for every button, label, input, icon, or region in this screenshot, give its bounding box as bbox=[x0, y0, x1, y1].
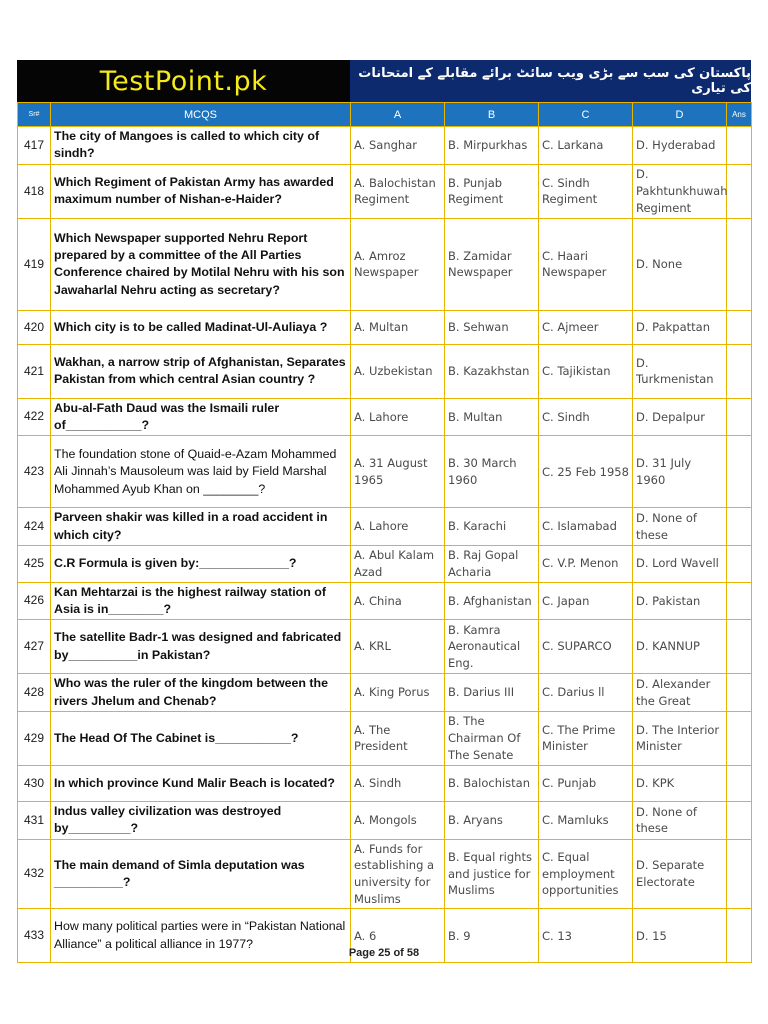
question-text: Abu-al-Fath Daud was the Ismaili ruler of___________? bbox=[51, 398, 351, 436]
option-c: C. The Prime Minister bbox=[539, 711, 633, 765]
answer-cell bbox=[727, 218, 752, 310]
question-text: The Head Of The Cabinet is___________? bbox=[51, 711, 351, 765]
option-a: A. The President bbox=[351, 711, 445, 765]
option-d: D. Hyderabad bbox=[633, 127, 727, 165]
option-c: C. Mamluks bbox=[539, 801, 633, 839]
option-d: D. Pakhtunkhuwah Regiment bbox=[633, 164, 727, 218]
option-c: C. Equal employment opportunities bbox=[539, 839, 633, 909]
option-d: D. None bbox=[633, 218, 727, 310]
table-row bbox=[18, 674, 752, 712]
question-number: 417 bbox=[18, 127, 51, 165]
option-d: D. KANNUP bbox=[633, 620, 727, 674]
answer-cell bbox=[727, 801, 752, 839]
answer-cell bbox=[727, 127, 752, 165]
question-number: 433 bbox=[18, 909, 51, 963]
table-row bbox=[18, 508, 752, 546]
table-row bbox=[18, 436, 752, 508]
option-c: C. Ajmeer bbox=[539, 310, 633, 344]
option-d: D. Depalpur bbox=[633, 398, 727, 436]
answer-cell bbox=[727, 582, 752, 620]
question-number: 418 bbox=[18, 164, 51, 218]
option-a: A. King Porus bbox=[351, 674, 445, 712]
option-b: B. Kamra Aeronautical Eng. bbox=[445, 620, 539, 674]
option-a: A. Uzbekistan bbox=[351, 344, 445, 398]
brand-name: TestPoint.pk bbox=[99, 65, 268, 97]
option-a: A. Funds for establishing a university for Muslims bbox=[351, 839, 445, 909]
option-b: B. 30 March 1960 bbox=[445, 436, 539, 508]
question-number: 426 bbox=[18, 582, 51, 620]
option-a: A. Balochistan Regiment bbox=[351, 164, 445, 218]
option-a: A. Mongols bbox=[351, 801, 445, 839]
question-text: Which Regiment of Pakistan Army has awarded maximum number of Nishan-e-Haider? bbox=[51, 164, 351, 218]
question-text: In which province Kund Malir Beach is located? bbox=[51, 765, 351, 801]
option-b: B. Darius III bbox=[445, 674, 539, 712]
table-row bbox=[18, 839, 752, 909]
table-row bbox=[18, 620, 752, 674]
column-header-b: B bbox=[445, 103, 539, 127]
option-b: B. Equal rights and justice for Muslims bbox=[445, 839, 539, 909]
question-text: The satellite Badr-1 was designed and fabricated by__________in Pakistan? bbox=[51, 620, 351, 674]
question-number: 421 bbox=[18, 344, 51, 398]
option-b: B. Afghanistan bbox=[445, 582, 539, 620]
answer-cell bbox=[727, 164, 752, 218]
question-number: 422 bbox=[18, 398, 51, 436]
answer-cell bbox=[727, 674, 752, 712]
option-c: C. Sindh Regiment bbox=[539, 164, 633, 218]
option-a: A. 31 August 1965 bbox=[351, 436, 445, 508]
table-row bbox=[18, 218, 752, 310]
option-b: B. Balochistan bbox=[445, 765, 539, 801]
option-d: D. Pakistan bbox=[633, 582, 727, 620]
brand-logo[interactable] bbox=[17, 60, 350, 102]
question-number: 419 bbox=[18, 218, 51, 310]
mcq-sheet bbox=[17, 60, 751, 963]
answer-cell bbox=[727, 765, 752, 801]
page-number: Page 25 of 58 bbox=[348, 947, 420, 959]
column-header-c: C bbox=[539, 103, 633, 127]
option-d: D. None of these bbox=[633, 801, 727, 839]
option-d: D. Lord Wavell bbox=[633, 546, 727, 582]
column-header-sr: Sr# bbox=[18, 103, 51, 127]
option-b: B. Multan bbox=[445, 398, 539, 436]
option-a: A. 6 bbox=[351, 909, 445, 963]
question-number: 430 bbox=[18, 765, 51, 801]
option-d: D. Turkmenistan bbox=[633, 344, 727, 398]
option-d: D. 15 bbox=[633, 909, 727, 963]
option-d: D. Separate Electorate bbox=[633, 839, 727, 909]
mcq-table bbox=[17, 102, 752, 963]
table-row bbox=[18, 344, 752, 398]
table-row bbox=[18, 582, 752, 620]
answer-cell bbox=[727, 620, 752, 674]
option-c: C. V.P. Menon bbox=[539, 546, 633, 582]
table-row bbox=[18, 398, 752, 436]
option-b: B. Zamidar Newspaper bbox=[445, 218, 539, 310]
option-c: C. Tajikistan bbox=[539, 344, 633, 398]
option-d: D. None of these bbox=[633, 508, 727, 546]
table-header-row bbox=[18, 103, 752, 127]
column-header-d: D bbox=[633, 103, 727, 127]
option-c: C. 25 Feb 1958 bbox=[539, 436, 633, 508]
option-c: C. Larkana bbox=[539, 127, 633, 165]
option-c: C. Darius ll bbox=[539, 674, 633, 712]
question-number: 429 bbox=[18, 711, 51, 765]
question-number: 427 bbox=[18, 620, 51, 674]
answer-cell bbox=[727, 344, 752, 398]
column-header-a: A bbox=[351, 103, 445, 127]
option-c: C. 13 bbox=[539, 909, 633, 963]
option-d: D. Alexander the Great bbox=[633, 674, 727, 712]
table-row bbox=[18, 127, 752, 165]
question-text: The city of Mangoes is called to which city of sindh? bbox=[51, 127, 351, 165]
table-row bbox=[18, 765, 752, 801]
table-row bbox=[18, 164, 752, 218]
option-b: B. Sehwan bbox=[445, 310, 539, 344]
question-number: 425 bbox=[18, 546, 51, 582]
option-a: A. Abul Kalam Azad bbox=[351, 546, 445, 582]
question-text: The main demand of Simla deputation was __________? bbox=[51, 839, 351, 909]
answer-cell bbox=[727, 398, 752, 436]
question-text: C.R Formula is given by:_____________? bbox=[51, 546, 351, 582]
option-b: B. The Chairman Of The Senate bbox=[445, 711, 539, 765]
question-number: 424 bbox=[18, 508, 51, 546]
option-a: A. China bbox=[351, 582, 445, 620]
option-d: D. The Interior Minister bbox=[633, 711, 727, 765]
option-a: A. KRL bbox=[351, 620, 445, 674]
question-text: Wakhan, a narrow strip of Afghanistan, Separates Pakistan from which central Asian country ? bbox=[51, 344, 351, 398]
question-text: Indus valley civilization was destroyed by_________? bbox=[51, 801, 351, 839]
column-header-mcqs: MCQS bbox=[51, 103, 351, 127]
option-b: B. Kazakhstan bbox=[445, 344, 539, 398]
question-number: 428 bbox=[18, 674, 51, 712]
option-a: A. Lahore bbox=[351, 398, 445, 436]
option-b: B. Punjab Regiment bbox=[445, 164, 539, 218]
question-text: Kan Mehtarzai is the highest railway station of Asia is in________? bbox=[51, 582, 351, 620]
option-c: C. Sindh bbox=[539, 398, 633, 436]
question-text: The foundation stone of Quaid-e-Azam Mohammed Ali Jinnah’s Mausoleum was laid by Field Marshal Mohammed Ayub Khan on ________? bbox=[51, 436, 351, 508]
option-d: D. 31 July 1960 bbox=[633, 436, 727, 508]
question-text: How many political parties were in “Pakistan National Alliance” a political alliance in 1977? bbox=[51, 909, 351, 963]
banner bbox=[17, 60, 751, 102]
question-text: Which city is to be called Madinat-Ul-Auliaya ? bbox=[51, 310, 351, 344]
table-row bbox=[18, 711, 752, 765]
option-a: A. Sanghar bbox=[351, 127, 445, 165]
option-a: A. Multan bbox=[351, 310, 445, 344]
option-a: A. Lahore bbox=[351, 508, 445, 546]
question-number: 423 bbox=[18, 436, 51, 508]
option-d: D. Pakpattan bbox=[633, 310, 727, 344]
option-b: B. Mirpurkhas bbox=[445, 127, 539, 165]
option-c: C. Islamabad bbox=[539, 508, 633, 546]
option-b: B. Aryans bbox=[445, 801, 539, 839]
question-text: Which Newspaper supported Nehru Report prepared by a committee of the All Parties Conference chaired by Motilal Nehru with his son Jawaharlal Nehru acting as secretary? bbox=[51, 218, 351, 310]
urdu-tagline: پاکستان کی سب سے بڑی ویب سائٹ برائے مقابلے کے امتحانات کی تیاری bbox=[350, 60, 751, 102]
answer-cell bbox=[727, 508, 752, 546]
mcq-table-body bbox=[18, 127, 752, 963]
option-c: C. Punjab bbox=[539, 765, 633, 801]
answer-cell bbox=[727, 546, 752, 582]
column-header-ans: Ans bbox=[727, 103, 752, 127]
option-b: B. 9 bbox=[445, 909, 539, 963]
option-c: C. Japan bbox=[539, 582, 633, 620]
answer-cell bbox=[727, 711, 752, 765]
question-number: 431 bbox=[18, 801, 51, 839]
question-text: Parveen shakir was killed in a road accident in which city? bbox=[51, 508, 351, 546]
question-number: 420 bbox=[18, 310, 51, 344]
option-d: D. KPK bbox=[633, 765, 727, 801]
question-text: Who was the ruler of the kingdom between the rivers Jhelum and Chenab? bbox=[51, 674, 351, 712]
option-c: C. SUPARCO bbox=[539, 620, 633, 674]
option-a: A. Amroz Newspaper bbox=[351, 218, 445, 310]
answer-cell bbox=[727, 310, 752, 344]
table-row bbox=[18, 801, 752, 839]
option-b: B. Karachi bbox=[445, 508, 539, 546]
option-b: B. Raj Gopal Acharia bbox=[445, 546, 539, 582]
question-number: 432 bbox=[18, 839, 51, 909]
answer-cell bbox=[727, 839, 752, 909]
option-a: A. Sindh bbox=[351, 765, 445, 801]
answer-cell bbox=[727, 436, 752, 508]
option-c: C. Haari Newspaper bbox=[539, 218, 633, 310]
table-row bbox=[18, 310, 752, 344]
table-row bbox=[18, 546, 752, 582]
